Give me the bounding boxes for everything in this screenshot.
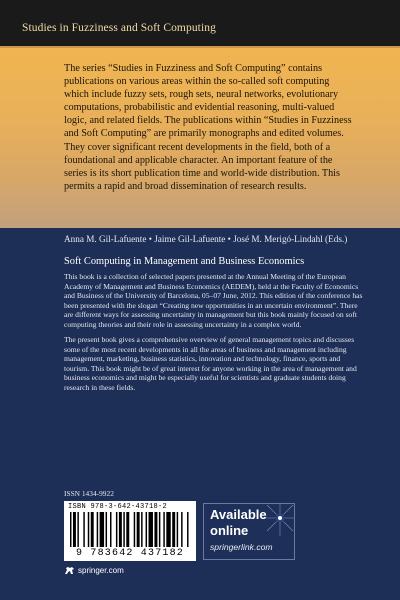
isbn-barcode bbox=[64, 501, 196, 561]
barcode-bars-icon bbox=[70, 512, 190, 550]
series-description: The series “Studies in Fuzziness and Soft Computing” contains publications on various areas within the so-called soft computing which include fuzzy sets, rough sets, neural networks, evolutionary computations, probabilistic and evidential reasoning, multi-valued logic, and related fields. The publications within “Studies in Fuzziness and Soft Computing” are primarily monographs and edited volumes. They cover significant recent developments in the field, both of a foundational and applicable character. An important feature of the series is its short publication time and world-wide distribution. This permits a rapid and broad dissemination of research results. bbox=[64, 63, 352, 192]
isbn-label: ISBN 978-3-642-43718-2 bbox=[68, 503, 168, 511]
series-title: Studies in Fuzziness and Soft Computing bbox=[22, 22, 216, 34]
issn-number: ISSN 1434-9922 bbox=[64, 489, 114, 498]
online-label: online bbox=[210, 523, 249, 538]
available-online-badge bbox=[203, 503, 295, 560]
sparkle-decoration-icon bbox=[262, 503, 295, 536]
book-editors: Anna M. Gil-Lafuente • Jaime Gil-Lafuente • José M. Merigó-Lindahl (Eds.) bbox=[64, 234, 348, 244]
springer-url: springer.com bbox=[78, 566, 124, 575]
book-summary-paragraph-2: The present book gives a comprehensive overview of general management topics and discusses some of the most recent developments in all the areas of business and management including management, marketing, business statistics, innovation and technology, finance, sports and tourism. This book might be of great interest for anyone working in the area of management and business economics and might be especially useful for scientists and graduate students doing research in these fields. bbox=[64, 335, 357, 392]
available-label: Available bbox=[210, 507, 267, 522]
book-title: Soft Computing in Management and Business Economics bbox=[64, 256, 305, 267]
springer-horse-icon bbox=[64, 566, 75, 575]
barcode-digits: 9 783642 437182 bbox=[75, 548, 184, 559]
springerlink-url: springerlink.com bbox=[210, 542, 273, 552]
book-summary-paragraph-1: This book is a collection of selected papers presented at the Annual Meeting of the European Academy of Management and Business Economics (AEDEM), held at the Faculty of Economics and Business of the University of Barcelona, 05–07 June, 2012. This edition of the conference has been presented with the slogan “Creating new opportunities in an uncertain environment”. There are different ways for assessing uncertainty in management but this book mainly focused on soft computing theories and their role in assessing uncertainty in a complex world. bbox=[64, 272, 363, 329]
series-header-strip bbox=[0, 0, 400, 48]
springer-logo bbox=[64, 566, 124, 575]
